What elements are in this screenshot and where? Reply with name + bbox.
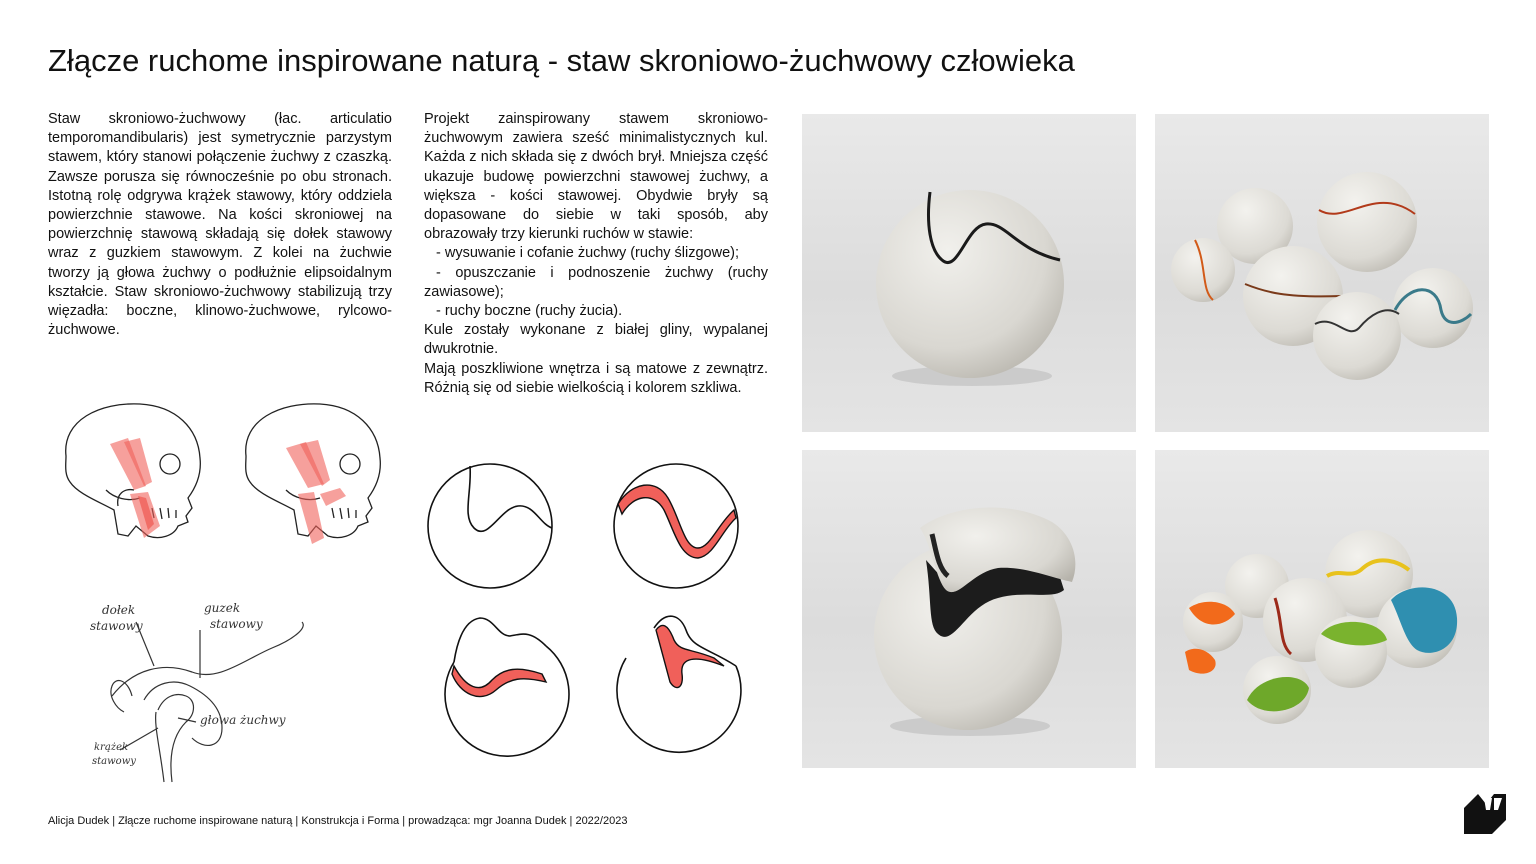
photo-sphere-group: [1155, 114, 1489, 432]
logo-icon: [1462, 790, 1508, 836]
tmj-sketch: [72, 600, 392, 786]
diagram-closed: [428, 464, 552, 588]
project-description: [424, 110, 768, 398]
project-intro: Projekt zainspirowany stawem skroniowo-żuchwowym zawiera sześć minimalistycznych kul. Każda z nich składa się z dwóch brył. Mniejsza część ukazuje budowę powierzchni stawowej żuchwy, a większa - kości stawowej. Obydwie bryły są dopasowane do siebie w taki sposób, aby obrazowały trzy kierunki ruchów w stawie:: [424, 111, 768, 243]
photo-open-sphere: [802, 450, 1136, 768]
label-disc-line1: krążek: [94, 742, 129, 753]
label-fossa-line2: stawowy: [90, 619, 143, 633]
photo-glazed-spheres: [1155, 450, 1489, 768]
joint-diagrams: [418, 452, 762, 766]
photo-single-sphere: [802, 114, 1136, 432]
label-fossa-line1: dołek: [102, 603, 136, 617]
label-disc-line2: stawowy: [92, 756, 136, 767]
skull-illustrations: [48, 398, 408, 556]
anatomy-description: [48, 110, 392, 340]
label-condyle: głowa żuchwy: [200, 713, 286, 727]
page-title: Złącze ruchome inspirowane naturą - staw skroniowo-żuchwowy człowieka: [48, 43, 1075, 78]
movement-item: - opuszczanie i podnoszenie żuchwy (ruchy zawiasowe);: [424, 264, 768, 300]
ligament-left-drawing: [110, 438, 160, 538]
diagram-wave: [614, 464, 738, 588]
diagram-lateral: [617, 616, 741, 752]
label-tubercle-line2: stawowy: [210, 617, 263, 631]
diagram-hinge: [445, 618, 569, 756]
label-tubercle-line1: guzek: [204, 601, 241, 615]
material-paragraph: Kule zostały wykonane z białej gliny, wypalanej dwukrotnie.: [424, 322, 768, 358]
footer-credits: Alicja Dudek | Złącze ruchome inspirowane naturą | Konstrukcja i Forma | prowadząca: mgr Joanna Dudek | 2022/2023: [48, 815, 628, 827]
movement-item: - ruchy boczne (ruchy żucia).: [436, 303, 623, 320]
ligament-right-drawing: [286, 440, 346, 544]
finish-paragraph: Mają poszkliwione wnętrza i są matowe z zewnątrz. Różnią się od siebie wielkością i kolorem szkliwa.: [424, 360, 768, 396]
movement-item: - wysuwanie i cofanie żuchwy (ruchy ślizgowe);: [436, 245, 739, 262]
anatomy-paragraph: Staw skroniowo-żuchwowy (łac. articulatio temporomandibularis) jest symetrycznie parzystym stawem, który stanowi połączenie żuchwy z czaszką. Zawsze porusza się równocześnie po obu stronach. Istotną rolę odgrywa krążek stawowy, który oddziela powierzchnie stawowe. Na kości skroniowej na powierzchnię stawową składają się dołek stawowy wraz z guzkiem stawowym. Z kolei na żuchwie tworzy ją głowa żuchwy o podłużnie elipsoidalnym kształcie. Staw skroniowo-żuchwowy stabilizują trzy więzadła: boczne, klinowo-żuchwowe, rylcowo-żuchwowe.: [48, 111, 392, 339]
